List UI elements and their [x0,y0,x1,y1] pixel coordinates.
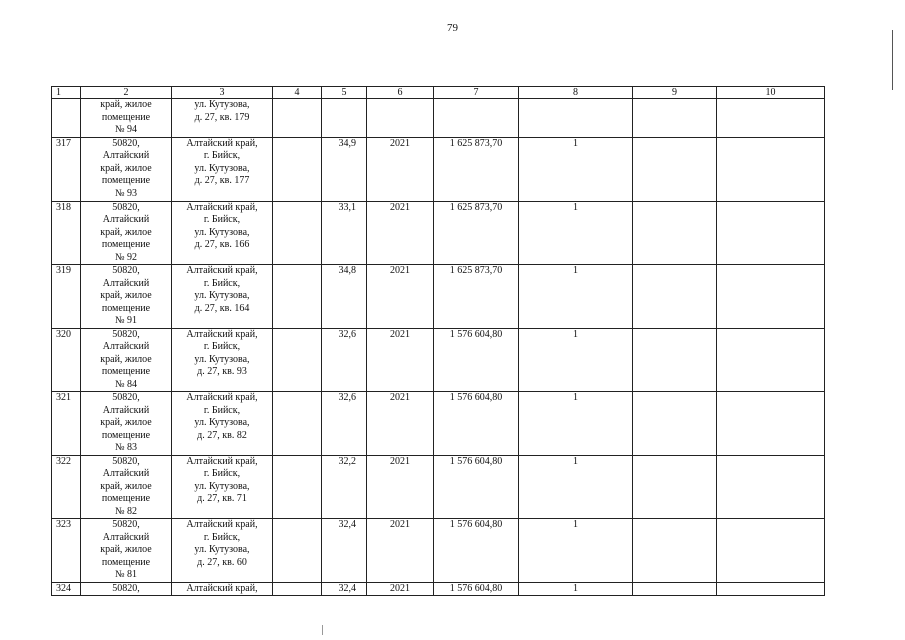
object-cell-line: край, жилое [100,353,152,365]
count-cell: 1 [519,519,633,583]
address-cell-line: д. 27, кв. 60 [197,556,247,568]
address-cell-line: г. Бийск, [203,531,241,543]
row-number-cell: 319 [52,265,81,329]
col10-cell [717,328,825,392]
row-number-cell: 317 [52,137,81,201]
address-cell-line: ул. Кутузова, [194,417,250,428]
address-cell-line: д. 27, кв. 179 [194,111,250,123]
object-cell-line: край, жилое [100,162,152,174]
object-cell-line: 50820, [112,519,140,530]
object-cell-line: Алтайский [102,150,150,161]
object-cell-line: 50820, [112,137,140,149]
cost-cell: 1 625 873,70 [434,265,519,329]
address-cell-line: г. Бийск, [203,341,241,352]
object-cell-line: Алтайский [102,277,150,289]
table-row [52,137,825,201]
object-cell-line: помещение [101,111,151,123]
object-cell-line: край, жилое [100,226,152,238]
address-cell-line: ул. Кутузова, [194,226,250,238]
table-row [52,392,825,456]
col10-cell [717,265,825,329]
object-cell-line: помещение [101,366,151,377]
address-cell-line: д. 27, кв. 164 [194,302,250,314]
col10-cell [717,201,825,265]
address-cell-line: Алтайский край, [186,455,258,467]
address-cell-line: ул. Кутузова, [194,353,250,365]
year-cell: 2021 [367,392,434,456]
cost-cell: 1 625 873,70 [434,137,519,201]
col9-cell [633,201,717,265]
row-number-cell [52,99,81,138]
address-cell-line: ул. Кутузова, [194,544,250,555]
address-cell [172,582,273,596]
cost-cell: 1 625 873,70 [434,201,519,265]
object-cell-line: помещение [101,302,151,314]
object-cell-line: № 84 [114,378,138,390]
count-cell: 1 [519,455,633,519]
area-cell [322,99,367,138]
address-cell-line: Алтайский край, [186,328,258,340]
object-cell-line: Алтайский [102,341,150,352]
object-cell-line: № 81 [114,569,138,580]
object-cell-line: 50820, [112,265,140,276]
table-row [52,265,825,329]
col4-cell [273,265,322,329]
col9-cell [633,582,717,596]
table-body [52,99,825,596]
col9-cell [633,392,717,456]
col4-cell [273,328,322,392]
year-cell: 2021 [367,582,434,596]
address-cell [172,99,273,138]
area-cell: 34,8 [322,265,367,329]
object-cell-line: край, жилое [100,544,152,555]
col4-cell [273,455,322,519]
col10-cell [717,455,825,519]
header-cell: 1 [52,87,81,99]
year-cell: 2021 [367,455,434,519]
address-cell [172,201,273,265]
address-cell-line: Алтайский край, [186,519,258,530]
address-cell-line: Алтайский край, [186,392,258,403]
col10-cell [717,392,825,456]
year-cell [367,99,434,138]
object-cell [81,455,172,519]
address-cell-line: ул. Кутузова, [194,162,250,174]
property-register-table [51,86,825,596]
col9-cell [633,99,717,138]
header-cell: 3 [172,87,273,99]
address-cell-line: д. 27, кв. 93 [197,366,247,377]
address-cell-line: ул. Кутузова, [194,99,250,110]
header-cell: 10 [717,87,825,99]
object-cell [81,392,172,456]
area-cell: 32,4 [322,582,367,596]
object-cell-line: край, жилое [100,480,152,492]
address-cell [172,137,273,201]
object-cell-line: № 92 [114,251,138,263]
row-number-cell: 318 [52,201,81,265]
row-number-cell: 324 [52,582,81,596]
year-cell: 2021 [367,201,434,265]
year-cell: 2021 [367,328,434,392]
count-cell [519,99,633,138]
cost-cell: 1 576 604,80 [434,328,519,392]
object-cell-line: край, жилое [100,99,152,110]
row-number-cell: 321 [52,392,81,456]
object-cell-line: № 94 [114,124,138,135]
object-cell-line: край, жилое [100,417,152,428]
object-cell-line: Алтайский [102,214,150,225]
col10-cell [717,519,825,583]
object-cell [81,99,172,138]
count-cell: 1 [519,392,633,456]
address-cell-line: Алтайский край, [186,582,258,594]
object-cell-line: край, жилое [100,290,152,301]
object-cell [81,328,172,392]
address-cell-line: д. 27, кв. 82 [197,429,247,441]
cost-cell: 1 576 604,80 [434,455,519,519]
area-cell: 32,2 [322,455,367,519]
object-cell-line: помещение [101,239,151,250]
count-cell: 1 [519,137,633,201]
header-cell: 2 [81,87,172,99]
address-cell [172,265,273,329]
address-cell-line: д. 27, кв. 177 [194,175,250,186]
object-cell-line: № 82 [114,505,138,517]
area-cell: 32,6 [322,328,367,392]
address-cell-line: д. 27, кв. 166 [194,239,250,250]
table-row [52,328,825,392]
address-cell-line: г. Бийск, [203,277,241,289]
header-cell: 6 [367,87,434,99]
col4-cell [273,137,322,201]
object-cell-line: Алтайский [102,468,150,479]
object-cell-line: 50820, [112,455,140,467]
col10-cell [717,99,825,138]
row-number-cell: 323 [52,519,81,583]
object-cell-line: помещение [101,556,151,568]
object-cell-line: 50820, [112,582,140,594]
cost-cell: 1 576 604,80 [434,519,519,583]
object-cell [81,201,172,265]
object-cell-line: помещение [101,429,151,441]
col4-cell [273,201,322,265]
year-cell: 2021 [367,137,434,201]
count-cell: 1 [519,201,633,265]
col4-cell [273,582,322,596]
address-cell-line: Алтайский край, [186,265,258,276]
object-cell-line: 50820, [112,392,140,403]
table-row [52,99,825,138]
scan-mark [322,625,323,635]
col9-cell [633,265,717,329]
col4-cell [273,99,322,138]
col4-cell [273,392,322,456]
object-cell-line: № 83 [114,442,138,453]
col9-cell [633,455,717,519]
row-number-cell: 320 [52,328,81,392]
address-cell-line: Алтайский край, [186,201,258,213]
cost-cell: 1 576 604,80 [434,582,519,596]
col10-cell [717,137,825,201]
scan-edge-line [892,30,893,90]
object-cell-line: помещение [101,175,151,186]
address-cell-line: г. Бийск, [203,150,241,161]
col9-cell [633,519,717,583]
table-row [52,201,825,265]
table-row [52,455,825,519]
area-cell: 33,1 [322,201,367,265]
year-cell: 2021 [367,519,434,583]
object-cell [81,137,172,201]
header-cell: 8 [519,87,633,99]
object-cell [81,265,172,329]
year-cell: 2021 [367,265,434,329]
object-cell [81,519,172,583]
address-cell-line: г. Бийск, [203,404,241,416]
col9-cell [633,328,717,392]
address-cell-line: ул. Кутузова, [194,480,250,492]
address-cell-line: г. Бийск, [203,214,241,225]
area-cell: 34,9 [322,137,367,201]
object-cell-line: № 91 [114,315,138,326]
address-cell [172,519,273,583]
object-cell-line: 50820, [112,328,140,340]
row-number-cell: 322 [52,455,81,519]
address-cell [172,328,273,392]
address-cell-line: г. Бийск, [203,468,241,479]
header-row [52,87,825,99]
area-cell: 32,6 [322,392,367,456]
header-cell: 7 [434,87,519,99]
address-cell [172,392,273,456]
table-row [52,582,825,596]
address-cell-line: д. 27, кв. 71 [197,493,247,504]
page-number: 79 [447,22,458,34]
header-cell: 5 [322,87,367,99]
header-cell: 4 [273,87,322,99]
address-cell-line: Алтайский край, [186,137,258,149]
area-cell: 32,4 [322,519,367,583]
cost-cell [434,99,519,138]
col9-cell [633,137,717,201]
cost-cell: 1 576 604,80 [434,392,519,456]
object-cell-line: Алтайский [102,531,150,543]
address-cell-line: ул. Кутузова, [194,290,250,301]
table-row [52,519,825,583]
count-cell: 1 [519,265,633,329]
header-cell: 9 [633,87,717,99]
count-cell: 1 [519,328,633,392]
address-cell [172,455,273,519]
col4-cell [273,519,322,583]
object-cell-line: 50820, [112,201,140,213]
object-cell-line: № 93 [114,187,138,199]
object-cell [81,582,172,596]
col10-cell [717,582,825,596]
count-cell: 1 [519,582,633,596]
object-cell-line: помещение [101,493,151,504]
object-cell-line: Алтайский [102,404,150,416]
